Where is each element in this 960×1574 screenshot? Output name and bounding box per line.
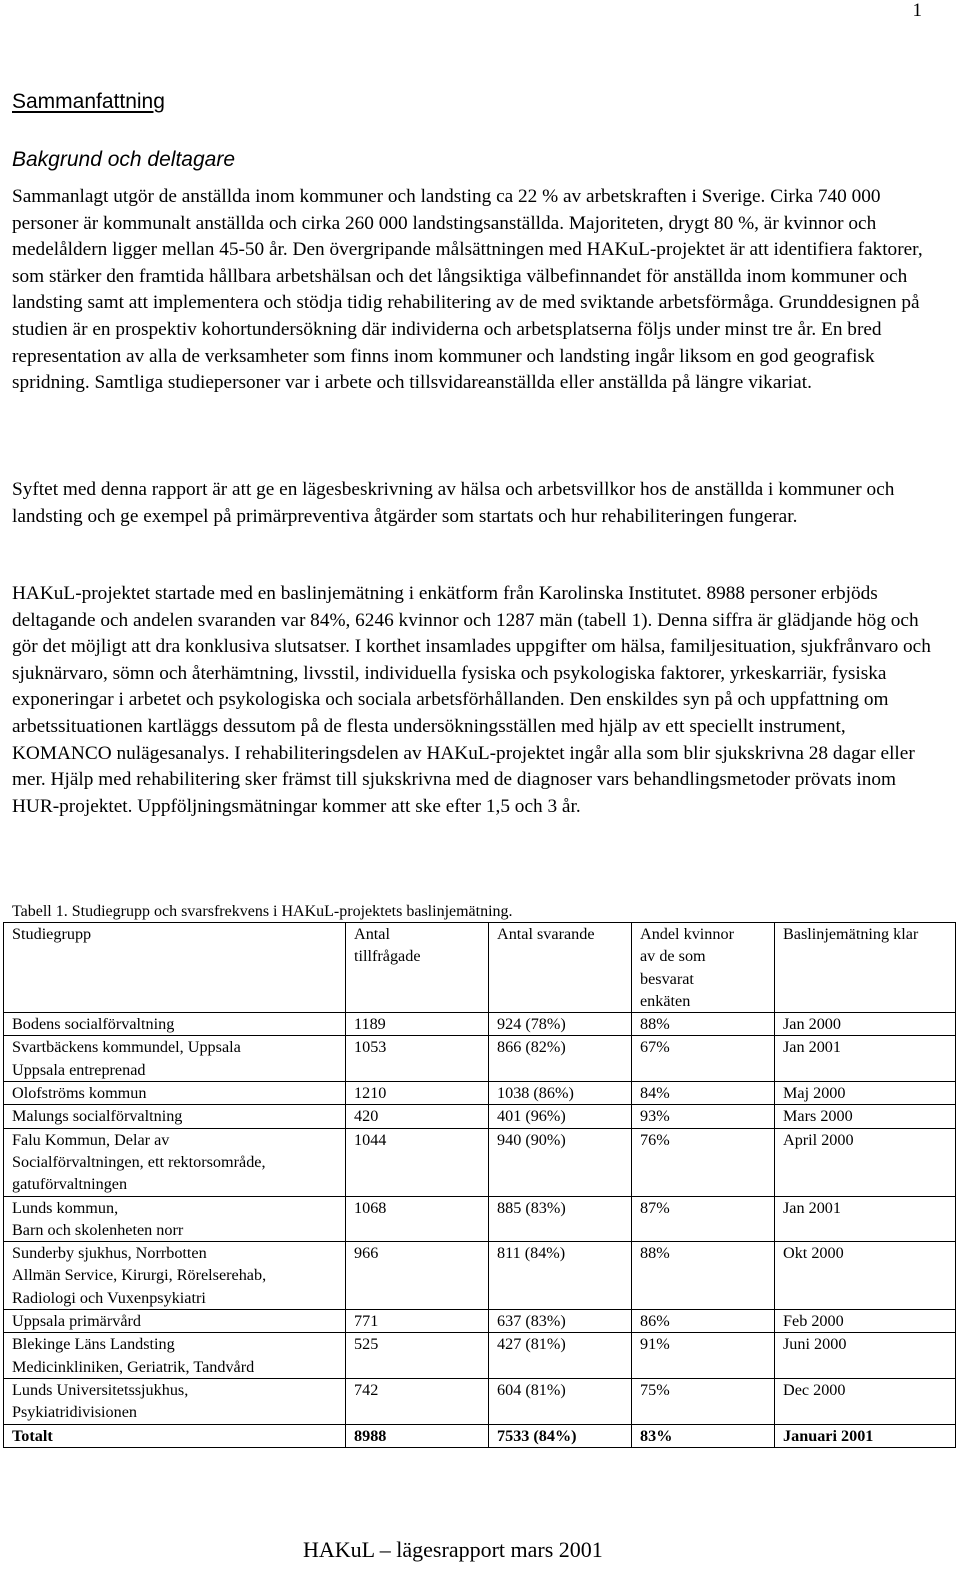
antal-svarande-cell: Antal svarande bbox=[489, 923, 632, 1013]
andel-kvinnor-cell: 93% bbox=[632, 1105, 775, 1128]
studiegrupp-cell: Svartbäckens kommundel, Uppsala Uppsala entreprenad bbox=[4, 1036, 346, 1082]
baslinjematning-cell: Dec 2000 bbox=[775, 1378, 956, 1424]
baslinjematning-cell: Jan 2001 bbox=[775, 1036, 956, 1082]
table-row bbox=[4, 1378, 956, 1424]
andel-kvinnor-cell: 83% bbox=[632, 1424, 775, 1447]
table-row bbox=[4, 1013, 956, 1036]
baslinjematning-cell: Jan 2000 bbox=[775, 1013, 956, 1036]
andel-kvinnor-cell: 76% bbox=[632, 1128, 775, 1196]
studiegrupp-cell: Lunds kommun, Barn och skolenheten norr bbox=[4, 1196, 346, 1242]
paragraph-background: Sammanlagt utgör de anställda inom kommuner och landsting ca 22 % av arbetskraften i Sverige. Cirka 740 000 personer är kommunalt anställda och cirka 260 000 landstingsanställda. Majoriteten, drygt 80 %, är kvinnor och medelåldern ligger mellan 45-50 år. Den övergripande målsättningen med HAKuL-projektet är att identifiera faktorer, som stärker den framtida hållbara arbetshälsan och det långsiktiga välbefinnandet för anställda inom kommuner och landsting samt att implementera och stödja tidig rehabilitering av de med sviktande arbetsförmåga. Grunddesignen på studien är en prospektiv kohortundersökning där individerna och arbetsplatserna följs under minst tre år. En bred representation av alla de verksamheter som finns inom kommuner och landsting ingår liksom en god geografisk spridning. Samtliga studiepersoner var i arbete och tillsvidareanställda eller anställda på längre vikariat. bbox=[12, 186, 923, 394]
antal-svarande-cell: 940 (90%) bbox=[489, 1128, 632, 1196]
baslinjematning-cell: Okt 2000 bbox=[775, 1242, 956, 1310]
table-caption: Tabell 1. Studiegrupp och svarsfrekvens i HAKuL-projektets baslinjemätning. bbox=[12, 903, 513, 920]
table-row bbox=[4, 1128, 956, 1196]
andel-kvinnor-cell: 75% bbox=[632, 1378, 775, 1424]
studiegrupp-cell: Sunderby sjukhus, Norrbotten Allmän Service, Kirurgi, Rörelserehab, Radiologi och Vuxenpsykiatri bbox=[4, 1242, 346, 1310]
baslinjematning-cell: Baslinjemätning klar bbox=[775, 923, 956, 1013]
baslinjematning-cell: Jan 2001 bbox=[775, 1196, 956, 1242]
page-footer: HAKuL – lägesrapport mars 2001 bbox=[303, 1537, 603, 1562]
baslinjematning-cell: Mars 2000 bbox=[775, 1105, 956, 1128]
antal-tillfragade-cell: 525 bbox=[346, 1333, 489, 1379]
baslinjematning-cell: April 2000 bbox=[775, 1128, 956, 1196]
studiegrupp-cell: Uppsala primärvård bbox=[4, 1310, 346, 1333]
andel-kvinnor-cell: 84% bbox=[632, 1082, 775, 1105]
studiegrupp-cell: Totalt bbox=[4, 1424, 346, 1447]
antal-tillfragade-cell: 771 bbox=[346, 1310, 489, 1333]
antal-tillfragade-cell: 1189 bbox=[346, 1013, 489, 1036]
antal-svarande-cell: 604 (81%) bbox=[489, 1378, 632, 1424]
antal-tillfragade-cell: 1044 bbox=[346, 1128, 489, 1196]
table-row bbox=[4, 1310, 956, 1333]
baslinjematning-cell: Feb 2000 bbox=[775, 1310, 956, 1333]
andel-kvinnor-cell: 67% bbox=[632, 1036, 775, 1082]
section-subtitle: Bakgrund och deltagare bbox=[12, 148, 235, 171]
studiegrupp-cell: Bodens socialförvaltning bbox=[4, 1013, 346, 1036]
antal-tillfragade-cell: 1210 bbox=[346, 1082, 489, 1105]
table-total-row bbox=[4, 1424, 956, 1447]
studiegrupp-cell: Malungs socialförvaltning bbox=[4, 1105, 346, 1128]
table-row bbox=[4, 1333, 956, 1379]
antal-svarande-cell: 811 (84%) bbox=[489, 1242, 632, 1310]
table-row bbox=[4, 1082, 956, 1105]
table-header-row bbox=[4, 923, 956, 1013]
table-row bbox=[4, 1196, 956, 1242]
andel-kvinnor-cell: 86% bbox=[632, 1310, 775, 1333]
antal-svarande-cell: 637 (83%) bbox=[489, 1310, 632, 1333]
baslinjematning-cell: Juni 2000 bbox=[775, 1333, 956, 1379]
studiegrupp-cell: Studiegrupp bbox=[4, 923, 346, 1013]
antal-tillfragade-cell: Antal tillfrågade bbox=[346, 923, 489, 1013]
antal-tillfragade-cell: 8988 bbox=[346, 1424, 489, 1447]
page-number: 1 bbox=[912, 0, 922, 21]
antal-svarande-cell: 866 (82%) bbox=[489, 1036, 632, 1082]
baslinjematning-cell: Januari 2001 bbox=[775, 1424, 956, 1447]
andel-kvinnor-cell: Andel kvinnor av de som besvarat enkäten bbox=[632, 923, 775, 1013]
antal-svarande-cell: 924 (78%) bbox=[489, 1013, 632, 1036]
antal-svarande-cell: 7533 (84%) bbox=[489, 1424, 632, 1447]
paragraph-purpose: Syftet med denna rapport är att ge en lägesbeskrivning av hälsa och arbetsvillkor hos de anställda i kommuner och landsting och ge exempel på primärpreventiva åtgärder som startats och hur rehabiliteringen fungerar. bbox=[12, 479, 895, 527]
andel-kvinnor-cell: 88% bbox=[632, 1013, 775, 1036]
antal-tillfragade-cell: 966 bbox=[346, 1242, 489, 1310]
andel-kvinnor-cell: 88% bbox=[632, 1242, 775, 1310]
antal-svarande-cell: 401 (96%) bbox=[489, 1105, 632, 1128]
table-row bbox=[4, 1242, 956, 1310]
section-title: Sammanfattning bbox=[12, 90, 165, 113]
antal-svarande-cell: 1038 (86%) bbox=[489, 1082, 632, 1105]
antal-tillfragade-cell: 742 bbox=[346, 1378, 489, 1424]
antal-tillfragade-cell: 1068 bbox=[346, 1196, 489, 1242]
table-row bbox=[4, 1036, 956, 1082]
andel-kvinnor-cell: 87% bbox=[632, 1196, 775, 1242]
antal-tillfragade-cell: 420 bbox=[346, 1105, 489, 1128]
studiegrupp-cell: Blekinge Läns Landsting Medicinkliniken, Geriatrik, Tandvård bbox=[4, 1333, 346, 1379]
table-row bbox=[4, 1105, 956, 1128]
studiegrupp-cell: Lunds Universitetssjukhus, Psykiatridivisionen bbox=[4, 1378, 346, 1424]
antal-tillfragade-cell: 1053 bbox=[346, 1036, 489, 1082]
studiegrupp-cell: Olofströms kommun bbox=[4, 1082, 346, 1105]
study-table bbox=[3, 922, 956, 1448]
paragraph-method: HAKuL-projektet startade med en baslinjemätning i enkätform från Karolinska Institutet. 8988 personer erbjöds deltagande och andelen svaranden var 84%, 6246 kvinnor och 1287 män (tabell 1). Denna siffra är glädjande hög och gör det möjligt att dra konklusiva slutsatser. I korthet insamlades uppgifter om hälsa, familjesituation, sjukfrånvaro och sjuknärvaro, sömn och återhämtning, livsstil, individuella fysiska och psykologiska faktorer, yrkeskarriär, fysiska exponeringar i arbetet och psykologiska och sociala arbetsförhållanden. Den enskildes syn på och uppfattning om arbetssituationen kartläggs dessutom på de flesta undersökningsställen med hjälp av ett speciellt instrument, KOMANCO nulägesanalys. I rehabiliteringsdelen av HAKuL-projektet ingår alla som blir sjukskrivna 28 dagar eller mer. Hjälp med rehabilitering sker främst till sjukskrivna med de diagnoser vars behandlingsmetoder prövats inom HUR-projektet. Uppföljningsmätningar kommer att ske efter 1,5 och 3 år. bbox=[12, 583, 931, 817]
studiegrupp-cell: Falu Kommun, Delar av Socialförvaltningen, ett rektorsområde, gatuförvaltningen bbox=[4, 1128, 346, 1196]
baslinjematning-cell: Maj 2000 bbox=[775, 1082, 956, 1105]
antal-svarande-cell: 427 (81%) bbox=[489, 1333, 632, 1379]
antal-svarande-cell: 885 (83%) bbox=[489, 1196, 632, 1242]
andel-kvinnor-cell: 91% bbox=[632, 1333, 775, 1379]
